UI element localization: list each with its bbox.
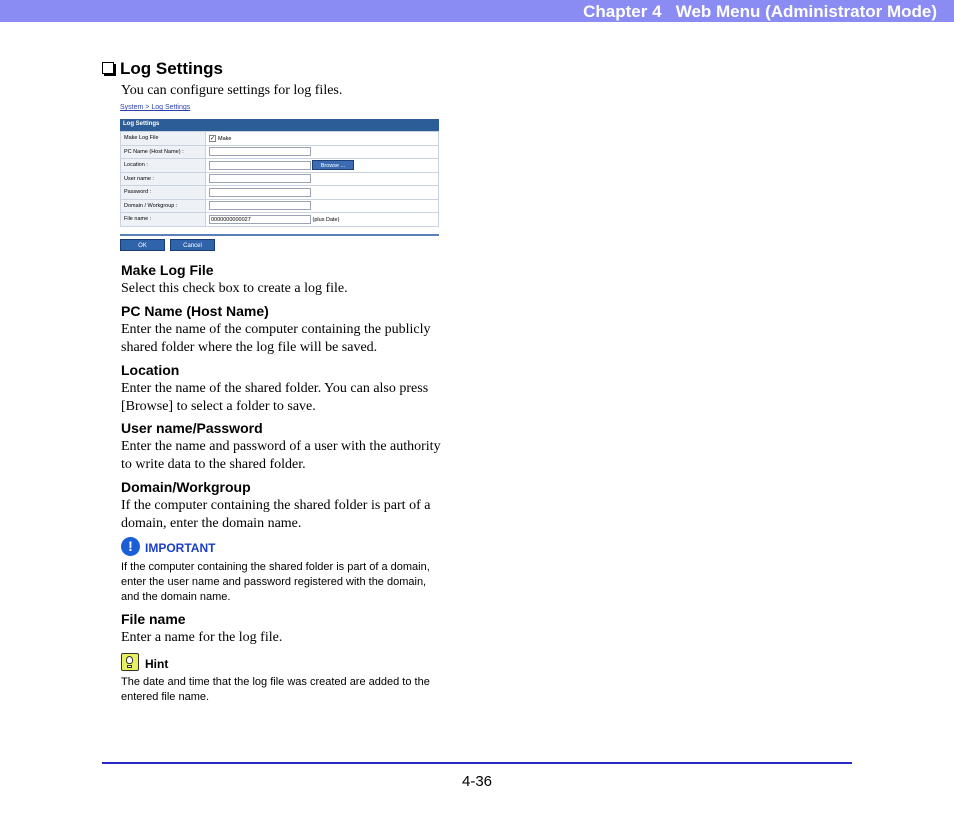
lightbulb-icon [121, 653, 139, 671]
checkbox-label: Make [218, 135, 232, 142]
form-divider [120, 234, 439, 236]
section-intro: You can configure settings for log files. [121, 83, 343, 98]
row-label: File name : [121, 213, 206, 227]
hint-note: The date and time that the log file was created are added to the entered file name. [121, 676, 430, 703]
row-label: User name : [121, 172, 206, 186]
desc-user-password: Enter the name and password of a user with the authority to write data to the shared folder. [121, 439, 441, 472]
important-label: IMPORTANT [145, 541, 216, 555]
desc-location: Enter the name of the shared folder. You can also press [Browse] to select a folder to save. [121, 381, 429, 414]
ok-button[interactable]: OK [120, 239, 165, 251]
user-name-input[interactable] [209, 174, 311, 183]
row-pc-name [121, 145, 439, 159]
checkbox-bullet-icon [102, 62, 114, 74]
browse-button[interactable]: Browse ... [312, 160, 354, 170]
important-note: If the computer containing the shared folder is part of a domain, enter the user name and password registered with the domain, and the domain name. [121, 561, 430, 603]
row-domain [121, 199, 439, 213]
panel-title: Log Settings [120, 119, 439, 131]
file-name-suffix: (plus Date) [312, 216, 340, 223]
desc-make-log-file: Select this check box to create a log file. [121, 281, 348, 296]
term-file-name: File name [121, 611, 186, 627]
term-make-log-file: Make Log File [121, 262, 214, 278]
row-value [206, 132, 439, 146]
chapter-title: Chapter 4 Web Menu (Administrator Mode) [583, 2, 937, 21]
breadcrumb[interactable]: System > Log Settings [120, 104, 191, 111]
pc-name-input[interactable] [209, 147, 311, 156]
exclamation-icon: ! [121, 537, 140, 556]
term-location: Location [121, 362, 180, 378]
term-user-password: User name/Password [121, 420, 263, 436]
row-label: Location : [121, 159, 206, 173]
location-input[interactable] [209, 161, 311, 170]
row-user-name [121, 172, 439, 186]
hint-label: Hint [145, 657, 169, 671]
make-log-file-checkbox[interactable]: ✓ [210, 135, 216, 142]
row-location [121, 159, 439, 173]
row-password [121, 186, 439, 200]
footer-rule [102, 762, 852, 764]
domain-input[interactable] [209, 201, 311, 210]
desc-domain-workgroup: If the computer containing the shared folder is part of a domain, enter the domain name. [121, 498, 431, 531]
desc-pc-name: Enter the name of the computer containing the publicly shared folder where the log file will be saved. [121, 322, 431, 355]
term-domain-workgroup: Domain/Workgroup [121, 479, 251, 495]
chapter-header-bar [0, 0, 954, 22]
row-label: Make Log File [121, 132, 206, 146]
row-label: Password : [121, 186, 206, 200]
desc-file-name: Enter a name for the log file. [121, 630, 283, 645]
page-number: 4-36 [462, 773, 493, 790]
file-name-input[interactable]: 0000000000027 [209, 215, 311, 224]
row-file-name [121, 213, 439, 227]
cancel-button[interactable]: Cancel [170, 239, 215, 251]
log-settings-screenshot [120, 104, 440, 254]
row-label: Domain / Workgroup : [121, 199, 206, 213]
settings-table [120, 131, 439, 227]
section-title: Log Settings [120, 59, 223, 78]
term-pc-name: PC Name (Host Name) [121, 303, 269, 319]
section-heading [102, 59, 223, 79]
row-label: PC Name (Host Name) : [121, 145, 206, 159]
password-input[interactable] [209, 188, 311, 197]
row-make-log-file [121, 132, 439, 146]
